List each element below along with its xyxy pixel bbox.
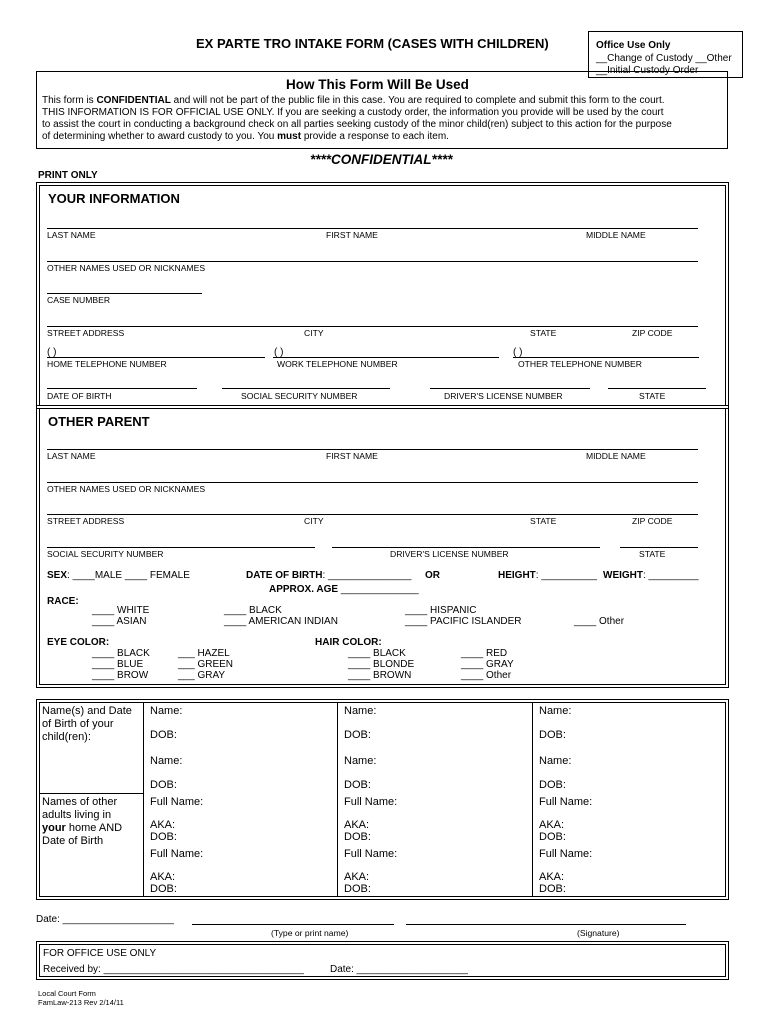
office-use-bottom-title: FOR OFFICE USE ONLY xyxy=(43,948,157,959)
how-used-p4: of determining whether to award custody to you. You must provide a response to each item. xyxy=(42,131,449,142)
op-or: OR xyxy=(425,570,440,581)
op-ssn-line[interactable] xyxy=(47,547,315,548)
your-dl-state-line[interactable] xyxy=(608,388,706,389)
adult-aka-field[interactable]: AKA: xyxy=(344,819,370,831)
work-phone-line[interactable] xyxy=(273,357,499,358)
op-other-names-label: OTHER NAMES USED OR NICKNAMES xyxy=(47,484,206,494)
op-city-label: CITY xyxy=(304,516,324,526)
other-phone-line[interactable] xyxy=(513,357,699,358)
your-ssn-label: SOCIAL SECURITY NUMBER xyxy=(241,391,358,401)
your-dl-line[interactable] xyxy=(430,388,590,389)
other-phone-area: ( ) xyxy=(513,347,523,358)
your-state-label: STATE xyxy=(530,328,557,338)
confidential-banner: ****CONFIDENTIAL**** xyxy=(310,152,453,167)
your-dl-label: DRIVER'S LICENSE NUMBER xyxy=(444,391,563,401)
how-used-p2: THIS INFORMATION IS FOR OFFICIAL USE ONLY. If you are seeking a custody order, the information you provide will be used by the court xyxy=(42,107,664,118)
child-dob-field[interactable]: DOB: xyxy=(150,729,177,741)
eye-black[interactable]: ____ BLACK xyxy=(92,648,150,659)
op-street-label: STREET ADDRESS xyxy=(47,516,125,526)
op-race-label: RACE: xyxy=(47,596,79,607)
op-dl-state-line[interactable] xyxy=(620,547,698,548)
adults-label: Names of other adults living in your home AND Date of Birth xyxy=(42,796,123,847)
op-other-names-line[interactable] xyxy=(47,482,698,483)
op-dl-label: DRIVER'S LICENSE NUMBER xyxy=(390,549,509,559)
adult-full-name-field[interactable]: Full Name: xyxy=(539,796,593,808)
op-weight[interactable]: WEIGHT: _________ xyxy=(603,570,699,581)
child-name-field[interactable]: Name: xyxy=(539,755,572,767)
your-last-name-label: LAST NAME xyxy=(47,230,96,240)
op-sex[interactable]: SEX: ____MALE ____ FEMALE xyxy=(47,570,190,581)
adult-full-name-field[interactable]: Full Name: xyxy=(539,848,593,860)
how-used-title: How This Form Will Be Used xyxy=(286,77,469,92)
adult-aka-field[interactable]: AKA: xyxy=(150,871,176,883)
op-hair-color-label: HAIR COLOR: xyxy=(315,637,382,648)
child-name-field[interactable]: Name: xyxy=(344,705,377,717)
hair-black[interactable]: ____ BLACK xyxy=(348,648,406,659)
your-address-line[interactable] xyxy=(47,326,698,327)
adult-dob-field[interactable]: DOB: xyxy=(344,831,371,843)
op-first-name-label: FIRST NAME xyxy=(326,451,378,461)
child-name-field[interactable]: Name: xyxy=(344,755,377,767)
adult-dob-field[interactable]: DOB: xyxy=(150,883,177,895)
footer: Local Court Form FamLaw-213 Rev 2/14/11 xyxy=(38,989,124,1007)
print-only: PRINT ONLY xyxy=(38,170,98,181)
child-dob-field[interactable]: DOB: xyxy=(539,779,566,791)
eye-hazel[interactable]: ___ HAZEL xyxy=(178,648,230,659)
home-phone-line[interactable] xyxy=(47,357,265,358)
adult-full-name-field[interactable]: Full Name: xyxy=(150,796,204,808)
race-pacific-islander[interactable]: ____ PACIFIC ISLANDER xyxy=(405,616,522,627)
adult-dob-field[interactable]: DOB: xyxy=(150,831,177,843)
hair-gray[interactable]: ____ GRAY xyxy=(461,659,514,670)
work-phone-label: WORK TELEPHONE NUMBER xyxy=(277,359,398,369)
race-black[interactable]: ____ BLACK xyxy=(224,605,282,616)
other-phone-label: OTHER TELEPHONE NUMBER xyxy=(518,359,642,369)
office-date-field[interactable]: Date: ____________________ xyxy=(330,964,468,975)
op-dl-line[interactable] xyxy=(332,547,600,548)
your-other-names-line[interactable] xyxy=(47,261,698,262)
your-zip-label: ZIP CODE xyxy=(632,328,673,338)
adult-aka-field[interactable]: AKA: xyxy=(344,871,370,883)
hair-red[interactable]: ____ RED xyxy=(461,648,508,659)
hair-blonde[interactable]: ____ BLONDE xyxy=(348,659,415,670)
op-address-line[interactable] xyxy=(47,514,698,515)
your-dl-state-label: STATE xyxy=(639,391,666,401)
office-use-line1[interactable]: __Change of Custody __Other xyxy=(596,53,732,64)
how-used-p3: to assist the court in conducting a background check on all parties seeking custody of the minor child(ren) subject to this action for the purpose xyxy=(42,119,672,130)
eye-brow[interactable]: ____ BROW xyxy=(92,670,149,681)
received-by-field[interactable]: Received by: ____________________________________ xyxy=(43,964,304,975)
op-approx-age[interactable]: APPROX. AGE ______________ xyxy=(269,584,419,595)
race-other[interactable]: ____ Other xyxy=(574,616,625,627)
type-name-line[interactable] xyxy=(192,924,394,925)
op-dl-state-label: STATE xyxy=(639,549,666,559)
op-dob[interactable]: DATE OF BIRTH: _______________ xyxy=(246,570,412,581)
how-used-p1: This form is CONFIDENTIAL and will not be part of the public file in this case. You are required to complete and submit this form to the court. xyxy=(42,95,665,106)
your-information-title: YOUR INFORMATION xyxy=(48,191,180,206)
eye-green[interactable]: ___ GREEN xyxy=(178,659,234,670)
hair-other[interactable]: ____ Other xyxy=(461,670,512,681)
child-name-field[interactable]: Name: xyxy=(539,705,572,717)
op-state-label: STATE xyxy=(530,516,557,526)
op-last-name-label: LAST NAME xyxy=(47,451,96,461)
signature-date[interactable]: Date: ____________________ xyxy=(36,914,174,925)
your-city-label: CITY xyxy=(304,328,324,338)
adult-full-name-field[interactable]: Full Name: xyxy=(344,848,398,860)
child-dob-field[interactable]: DOB: xyxy=(150,779,177,791)
your-first-name-label: FIRST NAME xyxy=(326,230,378,240)
your-other-names-label: OTHER NAMES USED OR NICKNAMES xyxy=(47,263,206,273)
form-title: EX PARTE TRO INTAKE FORM (CASES WITH CHILDREN) xyxy=(196,36,549,51)
your-ssn-line[interactable] xyxy=(222,388,390,389)
op-height[interactable]: HEIGHT: __________ xyxy=(498,570,597,581)
child-dob-field[interactable]: DOB: xyxy=(344,779,371,791)
office-use-title: Office Use Only xyxy=(596,40,671,51)
eye-gray[interactable]: ___ GRAY xyxy=(178,670,226,681)
adult-aka-field[interactable]: AKA: xyxy=(150,819,176,831)
type-name-label: (Type or print name) xyxy=(271,928,349,938)
adult-dob-field[interactable]: DOB: xyxy=(539,883,566,895)
race-white[interactable]: ____ WHITE xyxy=(92,605,150,616)
adult-aka-field[interactable]: AKA: xyxy=(539,871,565,883)
adult-dob-field[interactable]: DOB: xyxy=(539,831,566,843)
op-zip-label: ZIP CODE xyxy=(632,516,673,526)
op-eye-color-label: EYE COLOR: xyxy=(47,637,110,648)
op-ssn-label: SOCIAL SECURITY NUMBER xyxy=(47,549,164,559)
your-information-box xyxy=(36,182,729,409)
your-dob-line[interactable] xyxy=(47,388,197,389)
race-american-indian[interactable]: ____ AMERICAN INDIAN xyxy=(224,616,338,627)
home-phone-area: ( ) xyxy=(47,347,57,358)
signature-line[interactable] xyxy=(406,924,686,925)
eye-blue[interactable]: ____ BLUE xyxy=(92,659,144,670)
adult-aka-field[interactable]: AKA: xyxy=(539,819,565,831)
race-hispanic[interactable]: ____ HISPANIC xyxy=(405,605,477,616)
child-name-field[interactable]: Name: xyxy=(150,705,183,717)
race-asian[interactable]: ____ ASIAN xyxy=(92,616,147,627)
your-case-number-line[interactable] xyxy=(47,293,202,294)
child-dob-field[interactable]: DOB: xyxy=(539,729,566,741)
your-street-label: STREET ADDRESS xyxy=(47,328,125,338)
op-middle-name-label: MIDDLE NAME xyxy=(586,451,646,461)
work-phone-area: ( ) xyxy=(274,347,284,358)
children-label: Name(s) and Date of Birth of your child(ren): xyxy=(42,705,132,743)
home-phone-label: HOME TELEPHONE NUMBER xyxy=(47,359,167,369)
adult-dob-field[interactable]: DOB: xyxy=(344,883,371,895)
signature-label: (Signature) xyxy=(577,928,620,938)
your-middle-name-label: MIDDLE NAME xyxy=(586,230,646,240)
your-case-number-label: CASE NUMBER xyxy=(47,295,111,305)
hair-brown[interactable]: ____ BROWN xyxy=(348,670,412,681)
op-name-line[interactable] xyxy=(47,449,698,450)
your-dob-label: DATE OF BIRTH xyxy=(47,391,112,401)
child-name-field[interactable]: Name: xyxy=(150,755,183,767)
adult-full-name-field[interactable]: Full Name: xyxy=(150,848,204,860)
other-parent-title: OTHER PARENT xyxy=(48,414,150,429)
child-dob-field[interactable]: DOB: xyxy=(344,729,371,741)
your-name-line[interactable] xyxy=(47,228,698,229)
office-use-line2[interactable]: __Initial Custody Order xyxy=(596,65,699,76)
adult-full-name-field[interactable]: Full Name: xyxy=(344,796,398,808)
